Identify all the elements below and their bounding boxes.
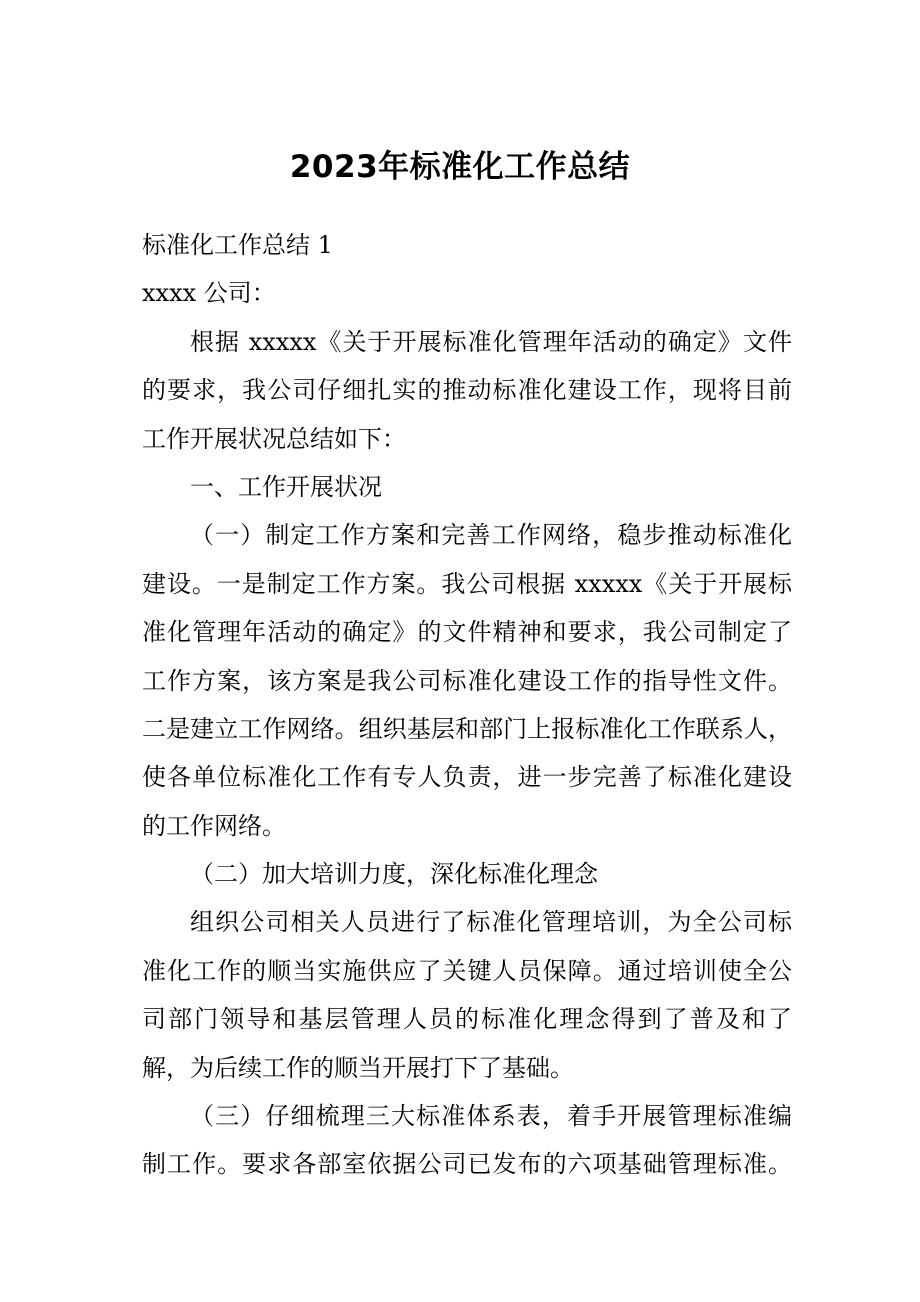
paragraph-line: （三）仔细梳理三大标准体系表，着手开展管理标准编	[190, 1102, 792, 1131]
paragraph-line: 的要求，我公司仔细扎实的推动标准化建设工作，现将目前	[142, 376, 792, 405]
paragraph-line: （一）制定工作方案和完善工作网络，稳步推动标准化	[190, 521, 792, 550]
paragraph-line: 司部门领导和基层管理人员的标准化理念得到了普及和了	[142, 1005, 792, 1034]
paragraph-line: 建设。一是制定工作方案。我公司根据 xxxxx《关于开展标	[142, 569, 792, 598]
document-title: 2023年标准化工作总结	[289, 149, 631, 185]
subsection-heading: （二）加大培训力度，深化标准化理念	[190, 860, 598, 889]
paragraph-line: 使各单位标准化工作有专人负责，进一步完善了标准化建设	[142, 763, 792, 792]
paragraph-line: 制工作。要求各部室依据公司已发布的六项基础管理标准。	[142, 1150, 792, 1179]
paragraph-line: 工作方案，该方案是我公司标准化建设工作的指导性文件。	[142, 666, 792, 695]
document-body	[142, 221, 792, 1189]
subsection-heading: 一、工作开展状况	[190, 472, 382, 501]
paragraph-line: 组织公司相关人员进行了标准化管理培训，为全公司标	[190, 908, 792, 937]
addressee-line: xxxx 公司：	[142, 279, 276, 308]
paragraph-line: 解，为后续工作的顺当开展打下了基础。	[142, 1053, 574, 1082]
paragraph-line: 二是建立工作网络。组织基层和部门上报标准化工作联系人，	[142, 714, 792, 743]
paragraph-line: 工作开展状况总结如下：	[142, 424, 406, 453]
paragraph-line: 准化管理年活动的确定》的文件精神和要求，我公司制定了	[142, 618, 792, 647]
paragraph-line: 根据 xxxxx《关于开展标准化管理年活动的确定》文件	[190, 327, 792, 356]
section-heading: 标准化工作总结 1	[142, 231, 333, 259]
paragraph-line: 的工作网络。	[142, 811, 286, 840]
paragraph-line: 准化工作的顺当实施供应了关键人员保障。通过培训使全公	[142, 956, 792, 985]
